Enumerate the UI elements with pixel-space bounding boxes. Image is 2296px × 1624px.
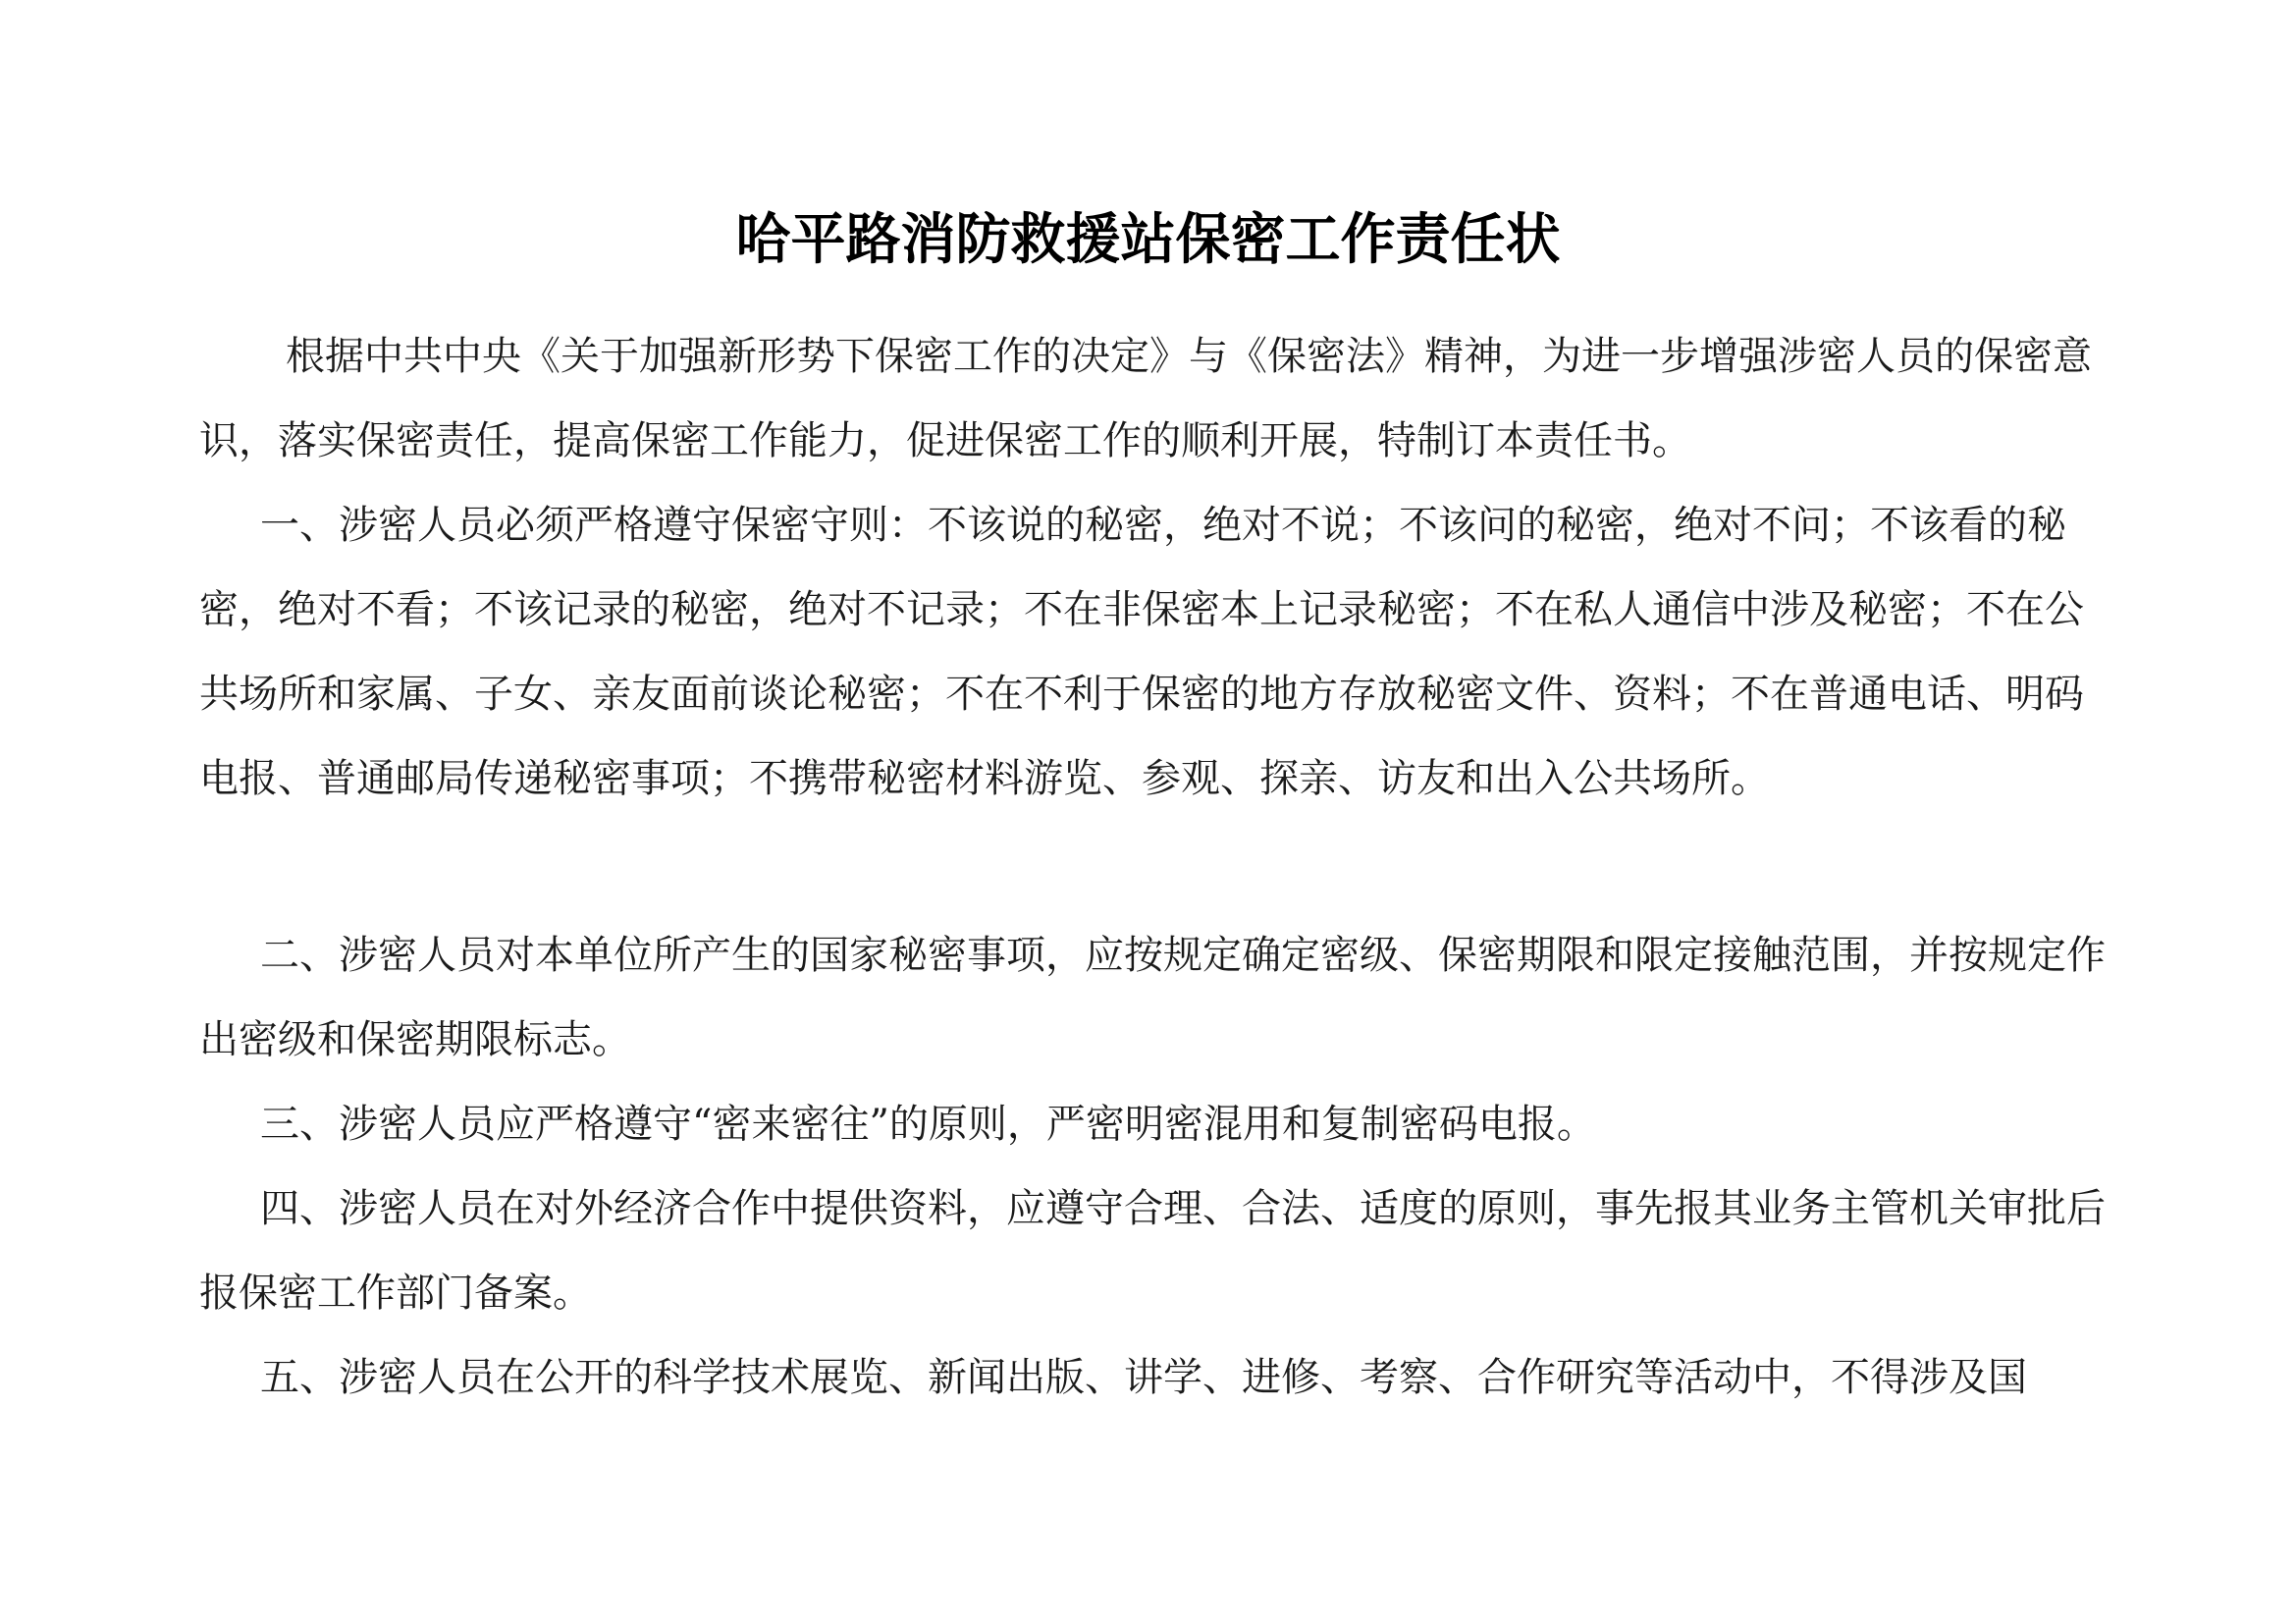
document-title: 哈平路消防救援站保密工作责任状 xyxy=(735,208,1561,272)
clause-4-paragraph: 四、涉密人员在对外经济合作中提供资料，应遵守合理、合法、适度的原则，事先报其业务主管机关审批后报保密工作部门备案。 xyxy=(199,1186,2106,1316)
clause-1-paragraph: 一、涉密人员必须严格遵守保密守则：不该说的秘密，绝对不说；不该问的秘密，绝对不问；不该看的秘密，绝对不看；不该记录的秘密，绝对不记录；不在非保密本上记录秘密；不在私人通信中涉及秘密；不在公共场所和家属、子女、亲友面前谈论秘密；不在不利于保密的地方存放秘密文件、资料；不在普通电话、明码电报、普通邮局传递秘密事项；不携带秘密材料游览、参观、探亲、访友和出入公共场所。 xyxy=(199,503,2084,801)
intro-paragraph: 根据中共中央《关于加强新形势下保密工作的决定》与《保密法》精神，为进一步增强涉密人员的保密意识，落实保密责任，提高保密工作能力，促进保密工作的顺利开展，特制订本责任书。 xyxy=(199,334,2092,463)
clause-2-paragraph: 二、涉密人员对本单位所产生的国家秘密事项，应按规定确定密级、保密期限和限定接触范围，并按规定作出密级和保密期限标志。 xyxy=(199,933,2106,1062)
clause-3-paragraph: 三、涉密人员应严格遵守“密来密往”的原则，严密明密混用和复制密码电报。 xyxy=(260,1102,1596,1147)
clause-5-paragraph: 五、涉密人员在公开的科学技术展览、新闻出版、讲学、进修、考察、合作研究等活动中，不得涉及国 xyxy=(260,1355,2027,1400)
